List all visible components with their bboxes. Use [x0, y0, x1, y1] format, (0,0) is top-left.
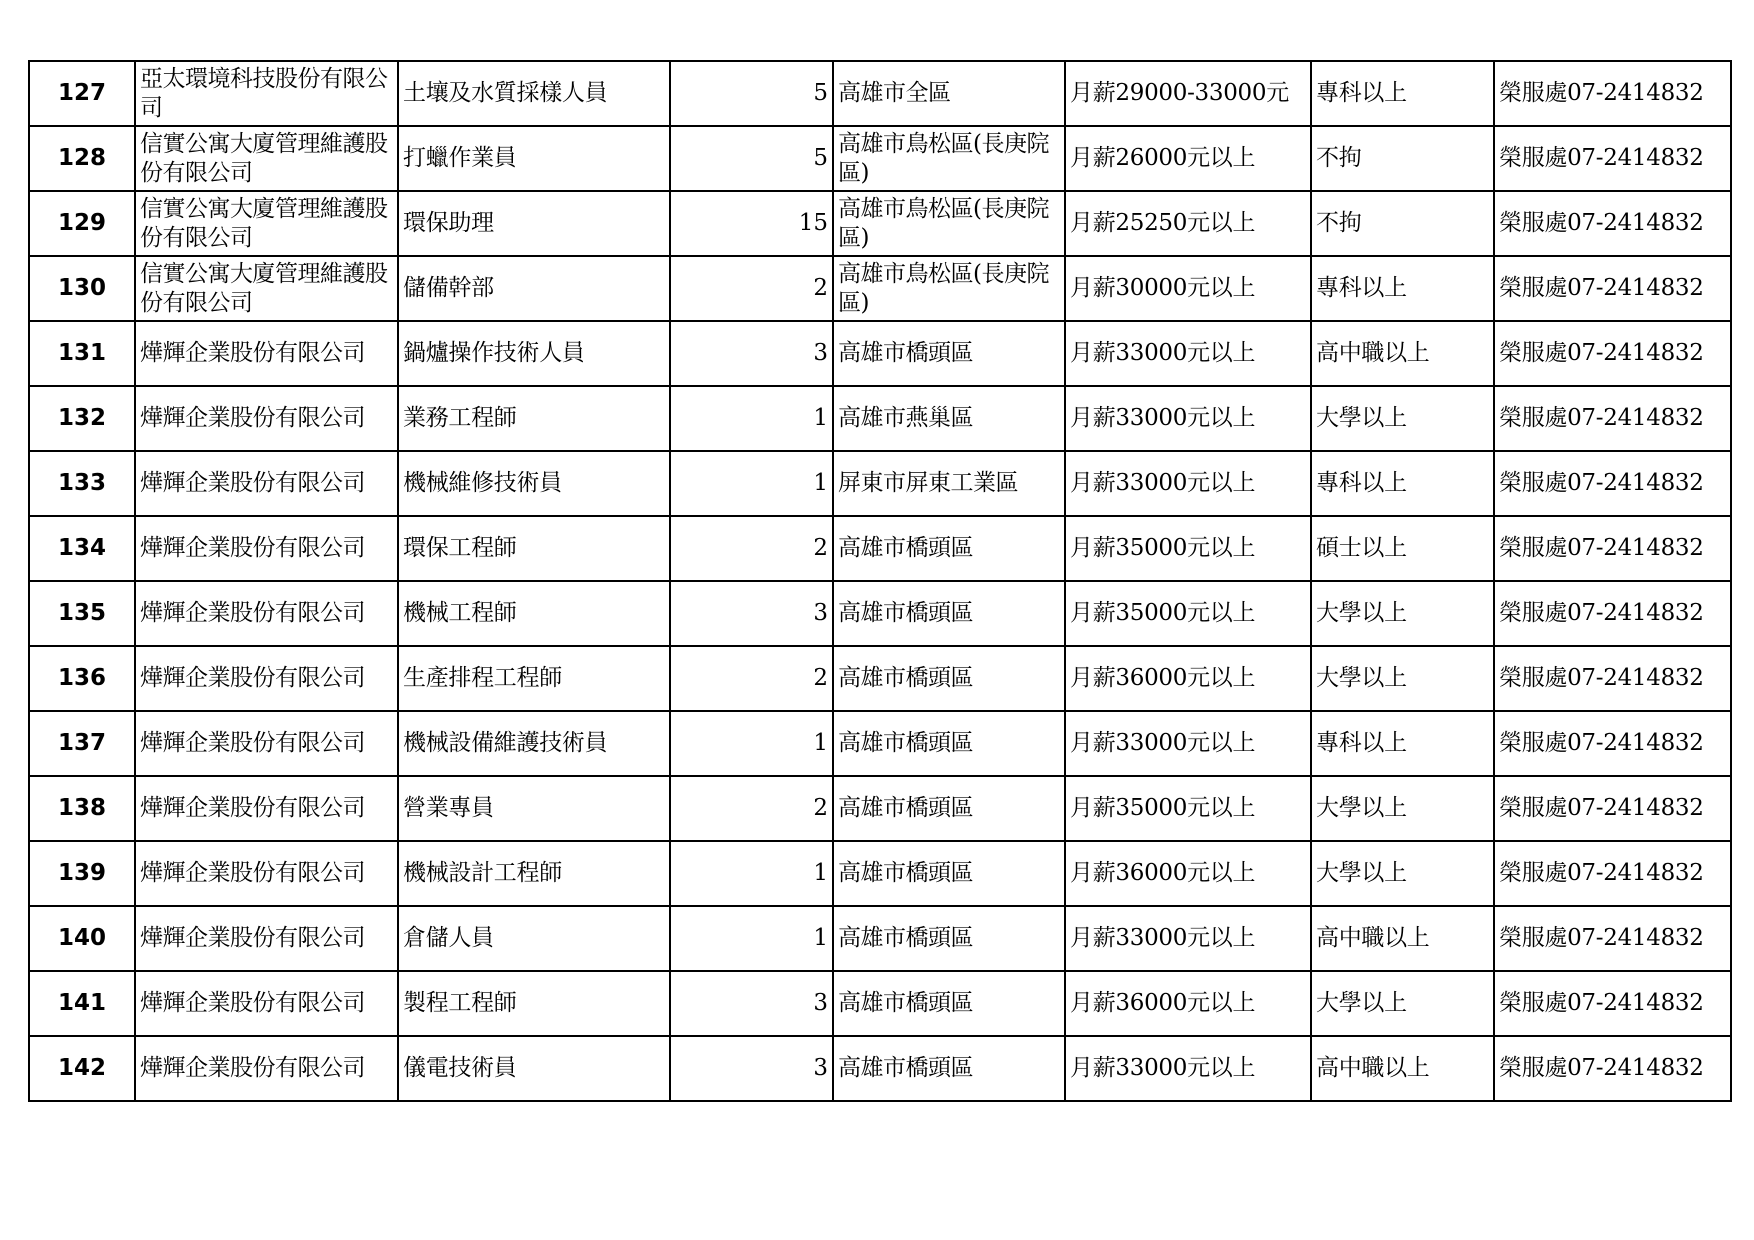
company-name: 燁輝企業股份有限公司 — [135, 516, 398, 581]
education-requirement: 大學以上 — [1311, 776, 1494, 841]
job-title: 機械設備維護技術員 — [398, 711, 670, 776]
table-row — [29, 841, 1731, 906]
education-requirement: 大學以上 — [1311, 581, 1494, 646]
company-name: 燁輝企業股份有限公司 — [135, 451, 398, 516]
table-row — [29, 451, 1731, 516]
contact-info: 榮服處07-2414832 — [1494, 1036, 1731, 1101]
row-number: 128 — [29, 126, 135, 191]
table-row — [29, 711, 1731, 776]
work-location: 高雄市橋頭區 — [833, 321, 1065, 386]
openings-count: 5 — [670, 126, 833, 191]
salary: 月薪29000-33000元 — [1065, 61, 1311, 126]
openings-count: 1 — [670, 386, 833, 451]
company-name: 信實公寓大廈管理維護股份有限公司 — [135, 191, 398, 256]
company-name: 信實公寓大廈管理維護股份有限公司 — [135, 256, 398, 321]
row-number: 129 — [29, 191, 135, 256]
openings-count: 3 — [670, 1036, 833, 1101]
row-number: 141 — [29, 971, 135, 1036]
job-title: 生產排程工程師 — [398, 646, 670, 711]
openings-count: 1 — [670, 711, 833, 776]
contact-info: 榮服處07-2414832 — [1494, 776, 1731, 841]
education-requirement: 高中職以上 — [1311, 321, 1494, 386]
salary: 月薪36000元以上 — [1065, 971, 1311, 1036]
contact-info: 榮服處07-2414832 — [1494, 516, 1731, 581]
openings-count: 5 — [670, 61, 833, 126]
education-requirement: 大學以上 — [1311, 841, 1494, 906]
table-row — [29, 256, 1731, 321]
table-row — [29, 971, 1731, 1036]
work-location: 高雄市鳥松區(長庚院區) — [833, 191, 1065, 256]
work-location: 高雄市鳥松區(長庚院區) — [833, 256, 1065, 321]
work-location: 高雄市橋頭區 — [833, 646, 1065, 711]
row-number: 127 — [29, 61, 135, 126]
contact-info: 榮服處07-2414832 — [1494, 451, 1731, 516]
table-row — [29, 191, 1731, 256]
company-name: 燁輝企業股份有限公司 — [135, 841, 398, 906]
openings-count: 15 — [670, 191, 833, 256]
company-name: 燁輝企業股份有限公司 — [135, 646, 398, 711]
salary: 月薪33000元以上 — [1065, 906, 1311, 971]
row-number: 138 — [29, 776, 135, 841]
company-name: 燁輝企業股份有限公司 — [135, 1036, 398, 1101]
company-name: 燁輝企業股份有限公司 — [135, 906, 398, 971]
job-listings-table — [28, 60, 1732, 1102]
table-row — [29, 1036, 1731, 1101]
table-row — [29, 516, 1731, 581]
contact-info: 榮服處07-2414832 — [1494, 646, 1731, 711]
salary: 月薪36000元以上 — [1065, 841, 1311, 906]
row-number: 135 — [29, 581, 135, 646]
row-number: 134 — [29, 516, 135, 581]
education-requirement: 專科以上 — [1311, 451, 1494, 516]
openings-count: 2 — [670, 256, 833, 321]
job-title: 製程工程師 — [398, 971, 670, 1036]
work-location: 屏東市屏東工業區 — [833, 451, 1065, 516]
education-requirement: 碩士以上 — [1311, 516, 1494, 581]
job-title: 業務工程師 — [398, 386, 670, 451]
contact-info: 榮服處07-2414832 — [1494, 386, 1731, 451]
job-title: 儲備幹部 — [398, 256, 670, 321]
education-requirement: 高中職以上 — [1311, 906, 1494, 971]
job-title: 鍋爐操作技術人員 — [398, 321, 670, 386]
job-title: 倉儲人員 — [398, 906, 670, 971]
job-title: 機械維修技術員 — [398, 451, 670, 516]
row-number: 136 — [29, 646, 135, 711]
job-title: 環保工程師 — [398, 516, 670, 581]
education-requirement: 大學以上 — [1311, 971, 1494, 1036]
work-location: 高雄市橋頭區 — [833, 906, 1065, 971]
row-number: 142 — [29, 1036, 135, 1101]
education-requirement: 專科以上 — [1311, 61, 1494, 126]
contact-info: 榮服處07-2414832 — [1494, 581, 1731, 646]
salary: 月薪30000元以上 — [1065, 256, 1311, 321]
openings-count: 3 — [670, 321, 833, 386]
salary: 月薪33000元以上 — [1065, 321, 1311, 386]
company-name: 燁輝企業股份有限公司 — [135, 581, 398, 646]
company-name: 燁輝企業股份有限公司 — [135, 711, 398, 776]
job-title: 土壤及水質採樣人員 — [398, 61, 670, 126]
work-location: 高雄市橋頭區 — [833, 971, 1065, 1036]
table-body — [29, 61, 1731, 1101]
openings-count: 2 — [670, 646, 833, 711]
salary: 月薪25250元以上 — [1065, 191, 1311, 256]
salary: 月薪33000元以上 — [1065, 711, 1311, 776]
work-location: 高雄市燕巢區 — [833, 386, 1065, 451]
contact-info: 榮服處07-2414832 — [1494, 841, 1731, 906]
job-title: 機械工程師 — [398, 581, 670, 646]
table-row — [29, 906, 1731, 971]
company-name: 燁輝企業股份有限公司 — [135, 386, 398, 451]
row-number: 131 — [29, 321, 135, 386]
table-row — [29, 646, 1731, 711]
salary: 月薪33000元以上 — [1065, 386, 1311, 451]
contact-info: 榮服處07-2414832 — [1494, 61, 1731, 126]
company-name: 燁輝企業股份有限公司 — [135, 776, 398, 841]
contact-info: 榮服處07-2414832 — [1494, 126, 1731, 191]
education-requirement: 不拘 — [1311, 126, 1494, 191]
work-location: 高雄市橋頭區 — [833, 516, 1065, 581]
row-number: 137 — [29, 711, 135, 776]
salary: 月薪36000元以上 — [1065, 646, 1311, 711]
education-requirement: 高中職以上 — [1311, 1036, 1494, 1101]
job-title: 機械設計工程師 — [398, 841, 670, 906]
contact-info: 榮服處07-2414832 — [1494, 321, 1731, 386]
openings-count: 2 — [670, 516, 833, 581]
work-location: 高雄市橋頭區 — [833, 841, 1065, 906]
openings-count: 3 — [670, 971, 833, 1036]
job-title: 營業專員 — [398, 776, 670, 841]
salary: 月薪33000元以上 — [1065, 451, 1311, 516]
table-row — [29, 321, 1731, 386]
work-location: 高雄市橋頭區 — [833, 1036, 1065, 1101]
work-location: 高雄市全區 — [833, 61, 1065, 126]
company-name: 信實公寓大廈管理維護股份有限公司 — [135, 126, 398, 191]
salary: 月薪33000元以上 — [1065, 1036, 1311, 1101]
salary: 月薪26000元以上 — [1065, 126, 1311, 191]
education-requirement: 專科以上 — [1311, 711, 1494, 776]
openings-count: 1 — [670, 451, 833, 516]
contact-info: 榮服處07-2414832 — [1494, 906, 1731, 971]
job-title: 儀電技術員 — [398, 1036, 670, 1101]
education-requirement: 不拘 — [1311, 191, 1494, 256]
salary: 月薪35000元以上 — [1065, 581, 1311, 646]
openings-count: 3 — [670, 581, 833, 646]
salary: 月薪35000元以上 — [1065, 516, 1311, 581]
salary: 月薪35000元以上 — [1065, 776, 1311, 841]
job-title: 環保助理 — [398, 191, 670, 256]
contact-info: 榮服處07-2414832 — [1494, 971, 1731, 1036]
table-row — [29, 126, 1731, 191]
openings-count: 2 — [670, 776, 833, 841]
row-number: 130 — [29, 256, 135, 321]
work-location: 高雄市橋頭區 — [833, 581, 1065, 646]
contact-info: 榮服處07-2414832 — [1494, 711, 1731, 776]
work-location: 高雄市橋頭區 — [833, 776, 1065, 841]
job-title: 打蠟作業員 — [398, 126, 670, 191]
company-name: 燁輝企業股份有限公司 — [135, 321, 398, 386]
row-number: 132 — [29, 386, 135, 451]
contact-info: 榮服處07-2414832 — [1494, 191, 1731, 256]
contact-info: 榮服處07-2414832 — [1494, 256, 1731, 321]
table-row — [29, 581, 1731, 646]
row-number: 133 — [29, 451, 135, 516]
education-requirement: 專科以上 — [1311, 256, 1494, 321]
education-requirement: 大學以上 — [1311, 386, 1494, 451]
row-number: 140 — [29, 906, 135, 971]
table-row — [29, 386, 1731, 451]
openings-count: 1 — [670, 841, 833, 906]
work-location: 高雄市鳥松區(長庚院區) — [833, 126, 1065, 191]
table-row — [29, 61, 1731, 126]
openings-count: 1 — [670, 906, 833, 971]
table-row — [29, 776, 1731, 841]
company-name: 燁輝企業股份有限公司 — [135, 971, 398, 1036]
company-name: 亞太環境科技股份有限公司 — [135, 61, 398, 126]
work-location: 高雄市橋頭區 — [833, 711, 1065, 776]
education-requirement: 大學以上 — [1311, 646, 1494, 711]
row-number: 139 — [29, 841, 135, 906]
